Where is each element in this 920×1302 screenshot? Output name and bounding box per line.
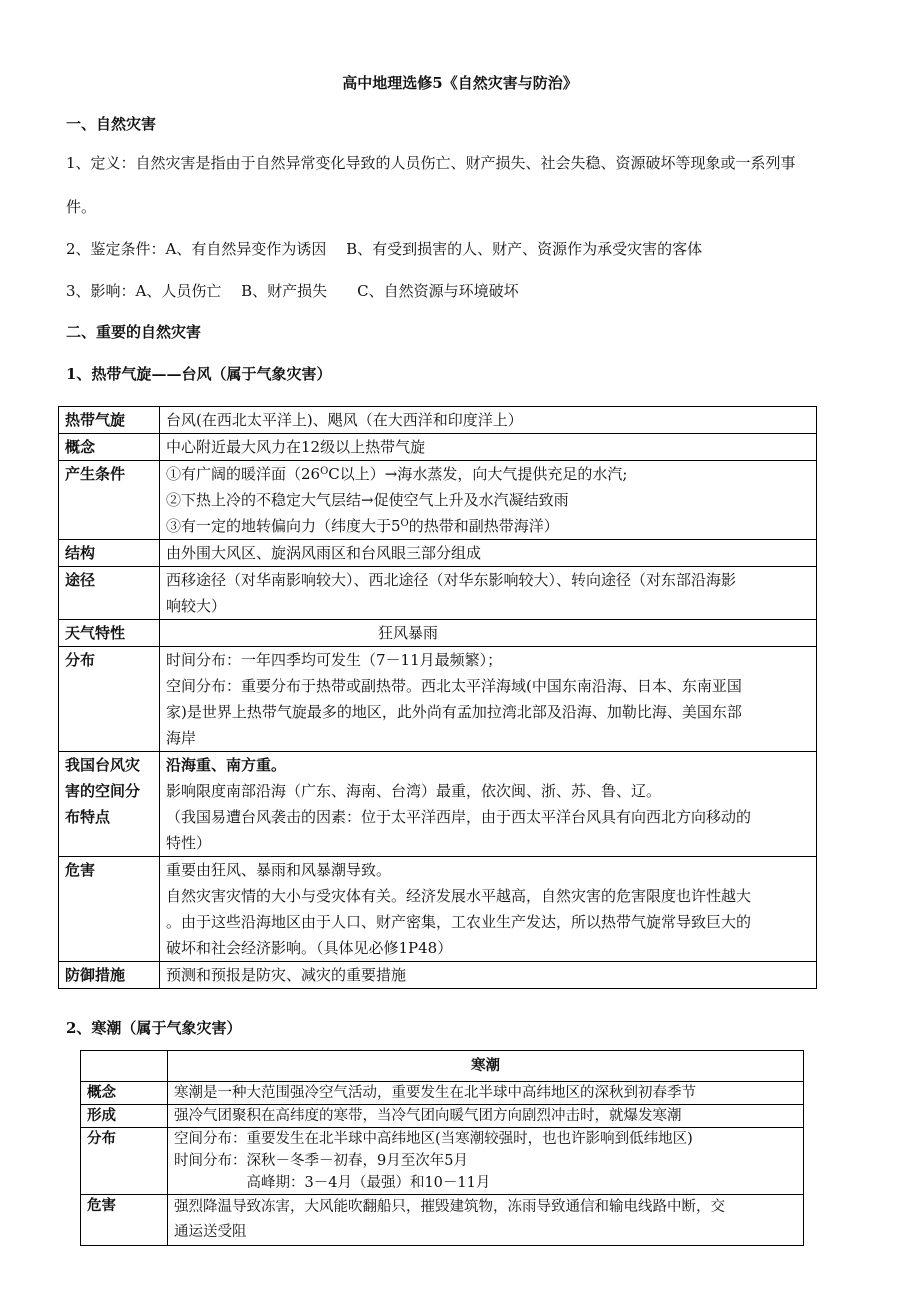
row-value: 狂风暴雨 <box>160 620 817 647</box>
definition-line-1: 1、定义：自然灾害是指由于自然异常变化导致的人员伤亡、财产损失、社会失稳、资源破坏等现象或一系列事 <box>66 154 796 172</box>
row-key: 我国台风灾 害的空间分 布特点 <box>59 752 160 857</box>
table-row <box>59 540 817 567</box>
row-key: 防御措施 <box>59 962 160 989</box>
row-value: 由外围大风区、旋涡风雨区和台风眼三部分组成 <box>160 540 817 567</box>
row-key: 概念 <box>81 1082 168 1105</box>
row-key: 结构 <box>59 540 160 567</box>
table-row <box>59 567 817 620</box>
row-value: 西移途径（对华南影响较大）、西北途径（对华东影响较大）、转向途径（对东部沿海影 响较大） <box>160 567 817 620</box>
definition-line-2: 件。 <box>66 198 97 216</box>
row-key: 途径 <box>59 567 160 620</box>
table-row <box>59 620 817 647</box>
row-key: 热带气旋 <box>59 407 160 434</box>
coldwave-table <box>80 1050 804 1246</box>
row-value: 沿海重、南方重。 影响限度南部沿海（广东、海南、台湾）最重，依次闽、浙、苏、鲁、辽。 （我国易遭台风袭击的因素：位于太平洋西岸，由于西太平洋台风具有向西北方向移动的 特性） <box>160 752 817 857</box>
section-heading-1: 一、自然灾害 <box>66 115 157 133</box>
table-row <box>59 752 817 857</box>
row-key: 形成 <box>81 1105 168 1128</box>
row-key: 天气特性 <box>59 620 160 647</box>
condition-line: ①有广阔的暖洋面（$26^OC$以上）→海水蒸发，向大气提供充足的水汽; <box>166 465 628 483</box>
subsection-coldwave: 2、寒潮（属于气象灾害） <box>66 1019 242 1037</box>
row-key: 危害 <box>81 1195 168 1246</box>
page-title: 高中地理选修5《自然灾害与防治》 <box>342 74 578 92</box>
table-row <box>81 1195 804 1246</box>
condition-line: ③有一定的地转偏向力（纬度大于$5^O$的热带和副热带海洋） <box>166 517 559 535</box>
row-value: 台风(在西北太平洋上)、飓风（在大西洋和印度洋上） <box>160 407 817 434</box>
row-value: 空间分布：重要发生在北半球中高纬地区(当寒潮较强时，也也许影响到低纬地区) 时间分布：深秋－冬季－初春，9月至次年5月 高峰期：3－4月（最强）和10－11月 <box>168 1128 804 1195</box>
row-value: 寒潮是一种大范围强冷空气活动，重要发生在北半球中高纬地区的深秋到初春季节 <box>168 1082 804 1105</box>
row-key: 分布 <box>81 1128 168 1195</box>
table-row <box>59 857 817 962</box>
table-header: 寒潮 <box>168 1051 804 1082</box>
row-key: 产生条件 <box>59 461 160 540</box>
row-value <box>160 461 817 540</box>
table-row <box>59 647 817 752</box>
row-value: 时间分布：一年四季均可发生（7－11月最频繁）； 空间分布：重要分布于热带或副热带。西北太平洋海域(中国东南沿海、日本、东南亚国 家)是世界上热带气旋最多的地区，此外尚有孟加拉湾北部及沿海、加勒比海、美国东部 海岸 <box>160 647 817 752</box>
row-value: 强冷气团聚积在高纬度的寒带，当冷气团向暖气团方向剧烈冲击时，就爆发寒潮 <box>168 1105 804 1128</box>
table-row <box>59 461 817 540</box>
table-row <box>59 434 817 461</box>
table-row <box>81 1105 804 1128</box>
table-row <box>81 1051 804 1082</box>
section-heading-2: 二、重要的自然灾害 <box>66 323 202 341</box>
row-key: 分布 <box>59 647 160 752</box>
subsection-typhoon: 1、热带气旋——台风（属于气象灾害） <box>66 365 332 383</box>
row-key: 危害 <box>59 857 160 962</box>
typhoon-table <box>58 406 817 989</box>
row-value: 中心附近最大风力在12级以上热带气旋 <box>160 434 817 461</box>
row-value: 预测和预报是防灾、减灾的重要措施 <box>160 962 817 989</box>
condition-line: ②下热上冷的不稳定大气层结→促使空气上升及水汽凝结致雨 <box>166 491 569 509</box>
row-value: 强烈降温导致冻害，大风能吹翻船只，摧毁建筑物，冻雨导致通信和输电线路中断，交 通运送受阻 <box>168 1195 804 1246</box>
row-key: 概念 <box>59 434 160 461</box>
criteria-text: 2、鉴定条件：A、有自然异变作为诱因 B、有受到损害的人、财产、资源作为承受灾害的客体 <box>66 240 703 258</box>
row-value: 重要由狂风、暴雨和风暴潮导致。 自然灾害灾情的大小与受灾体有关。经济发展水平越高，自然灾害的危害限度也许性越大 。由于这些沿海地区由于人口、财产密集，工农业生产发达，所以热带气旋常导致巨大的 破坏和社会经济影响。（具体见必修1P48） <box>160 857 817 962</box>
impact-text: 3、影响：A、人员伤亡 B、财产损失 C、自然资源与环境破坏 <box>66 282 519 300</box>
table-row <box>59 962 817 989</box>
table-row <box>59 407 817 434</box>
table-row <box>81 1082 804 1105</box>
table-row <box>81 1128 804 1195</box>
